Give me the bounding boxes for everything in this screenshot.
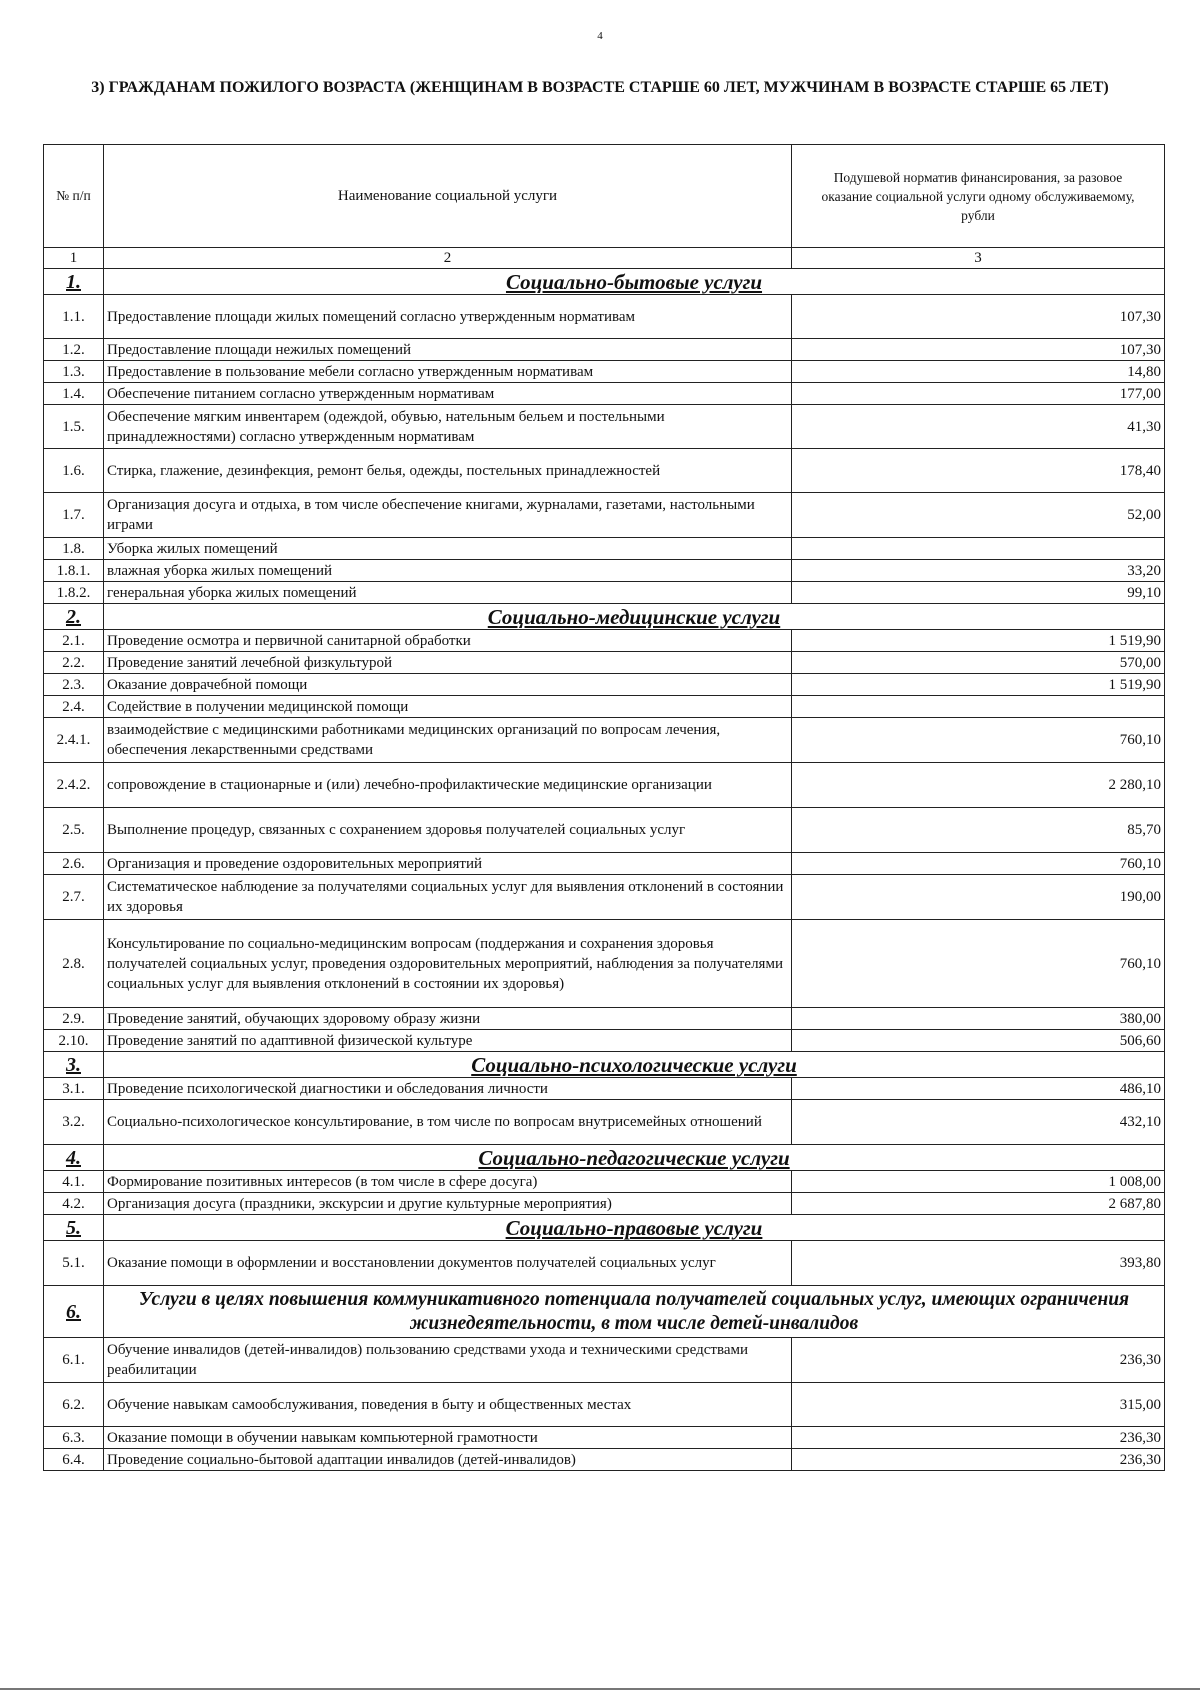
service-number: 5.1. (44, 1241, 104, 1286)
service-name: Формирование позитивных интересов (в том числе в сфере досуга) (104, 1171, 792, 1193)
service-name: Оказание доврачебной помощи (104, 674, 792, 696)
service-cost: 33,20 (792, 560, 1165, 582)
service-number: 2.3. (44, 674, 104, 696)
service-cost: 99,10 (792, 582, 1165, 604)
service-cost: 506,60 (792, 1030, 1165, 1052)
section-number: 3. (44, 1052, 104, 1078)
service-name: Организация досуга (праздники, экскурсии и другие культурные мероприятия) (104, 1193, 792, 1215)
service-cost: 1 519,90 (792, 674, 1165, 696)
service-cost: 236,30 (792, 1338, 1165, 1383)
service-name: Уборка жилых помещений (104, 538, 792, 560)
service-name: Проведение социально-бытовой адаптации инвалидов (детей-инвалидов) (104, 1449, 792, 1471)
service-number: 3.2. (44, 1100, 104, 1145)
section-number: 4. (44, 1145, 104, 1171)
service-number: 2.10. (44, 1030, 104, 1052)
service-number: 1.8.1. (44, 560, 104, 582)
service-name: Содействие в получении медицинской помощи (104, 696, 792, 718)
table-header-row (44, 145, 1165, 248)
table-row (44, 493, 1165, 538)
service-number: 1.1. (44, 295, 104, 339)
section-row (44, 1286, 1165, 1338)
service-cost: 236,30 (792, 1449, 1165, 1471)
column-number-row (44, 248, 1165, 269)
table-row (44, 875, 1165, 920)
service-cost: 432,10 (792, 1100, 1165, 1145)
service-name: Оказание помощи в оформлении и восстановлении документов получателей социальных услуг (104, 1241, 792, 1286)
section-row (44, 604, 1165, 630)
section-number: 5. (44, 1215, 104, 1241)
service-name: Систематическое наблюдение за получателями социальных услуг для выявления отклонений в состоянии их здоровья (104, 875, 792, 920)
service-name: Проведение занятий лечебной физкультурой (104, 652, 792, 674)
section-row (44, 1052, 1165, 1078)
service-number: 4.2. (44, 1193, 104, 1215)
service-cost: 315,00 (792, 1383, 1165, 1427)
section-row (44, 269, 1165, 295)
service-number: 2.4. (44, 696, 104, 718)
service-name: Проведение занятий по адаптивной физической культуре (104, 1030, 792, 1052)
service-number: 3.1. (44, 1078, 104, 1100)
section-title: Услуги в целях повышения коммуникативного потенциала получателей социальных услуг, имеющих ограничения жизнедеятельности, в том числе детей-инвалидов (104, 1286, 1165, 1338)
service-cost (792, 696, 1165, 718)
service-name: Организация досуга и отдыха, в том числе обеспечение книгами, журналами, газетами, настольными играми (104, 493, 792, 538)
column-number: 2 (104, 248, 792, 269)
service-name: Стирка, глажение, дезинфекция, ремонт белья, одежды, постельных принадлежностей (104, 449, 792, 493)
service-name: Обучение навыкам самообслуживания, поведения в быту и общественных местах (104, 1383, 792, 1427)
table-row (44, 361, 1165, 383)
table-row (44, 383, 1165, 405)
service-number: 2.8. (44, 920, 104, 1008)
table-row (44, 1338, 1165, 1383)
table-row (44, 853, 1165, 875)
service-name: взаимодействие с медицинскими работниками медицинских организаций по вопросам лечения, обеспечения лекарственными средствами (104, 718, 792, 763)
table-row (44, 1030, 1165, 1052)
service-cost: 393,80 (792, 1241, 1165, 1286)
section-title: Социально-медицинские услуги (104, 604, 1165, 630)
table-row (44, 1171, 1165, 1193)
section-title: Социально-педагогические услуги (104, 1145, 1165, 1171)
service-name: Обеспечение питанием согласно утвержденным нормативам (104, 383, 792, 405)
service-name: Предоставление площади жилых помещений согласно утвержденным нормативам (104, 295, 792, 339)
service-number: 2.1. (44, 630, 104, 652)
table-row (44, 1449, 1165, 1471)
service-number: 2.7. (44, 875, 104, 920)
table-row (44, 652, 1165, 674)
service-number: 1.6. (44, 449, 104, 493)
service-number: 1.2. (44, 339, 104, 361)
service-number: 1.8.2. (44, 582, 104, 604)
table-row (44, 1100, 1165, 1145)
service-cost: 2 687,80 (792, 1193, 1165, 1215)
header-number: № п/п (44, 145, 104, 248)
service-number: 2.9. (44, 1008, 104, 1030)
table-row (44, 1383, 1165, 1427)
column-number: 3 (792, 248, 1165, 269)
service-cost: 190,00 (792, 875, 1165, 920)
table-row (44, 405, 1165, 449)
table-row (44, 1193, 1165, 1215)
table-row (44, 560, 1165, 582)
section-title: Социально-психологические услуги (104, 1052, 1165, 1078)
table-row (44, 718, 1165, 763)
service-number: 6.2. (44, 1383, 104, 1427)
section-number: 2. (44, 604, 104, 630)
service-number: 2.4.1. (44, 718, 104, 763)
service-cost: 52,00 (792, 493, 1165, 538)
section-number: 1. (44, 269, 104, 295)
service-cost: 107,30 (792, 339, 1165, 361)
table-row (44, 1427, 1165, 1449)
service-cost: 1 008,00 (792, 1171, 1165, 1193)
section-row (44, 1215, 1165, 1241)
table-row (44, 295, 1165, 339)
service-cost: 760,10 (792, 920, 1165, 1008)
section-row (44, 1145, 1165, 1171)
service-name: Предоставление площади нежилых помещений (104, 339, 792, 361)
table-row (44, 763, 1165, 808)
table-row (44, 449, 1165, 493)
table-row (44, 920, 1165, 1008)
service-number: 1.7. (44, 493, 104, 538)
service-number: 2.5. (44, 808, 104, 853)
service-cost: 14,80 (792, 361, 1165, 383)
service-cost: 107,30 (792, 295, 1165, 339)
service-number: 6.1. (44, 1338, 104, 1383)
service-name: Обучение инвалидов (детей-инвалидов) пользованию средствами ухода и техническими средствами реабилитации (104, 1338, 792, 1383)
service-name: Выполнение процедур, связанных с сохранением здоровья получателей социальных услуг (104, 808, 792, 853)
service-number: 1.8. (44, 538, 104, 560)
service-name: Проведение занятий, обучающих здоровому образу жизни (104, 1008, 792, 1030)
section-title: Социально-бытовые услуги (104, 269, 1165, 295)
service-cost: 236,30 (792, 1427, 1165, 1449)
service-cost (792, 538, 1165, 560)
table-row (44, 1078, 1165, 1100)
service-cost: 2 280,10 (792, 763, 1165, 808)
service-number: 1.5. (44, 405, 104, 449)
service-cost: 380,00 (792, 1008, 1165, 1030)
service-number: 2.6. (44, 853, 104, 875)
section-number: 6. (44, 1286, 104, 1338)
table-row (44, 538, 1165, 560)
table-row (44, 630, 1165, 652)
service-cost: 178,40 (792, 449, 1165, 493)
column-number: 1 (44, 248, 104, 269)
service-cost: 1 519,90 (792, 630, 1165, 652)
section-title: Социально-правовые услуги (104, 1215, 1165, 1241)
service-cost: 85,70 (792, 808, 1165, 853)
table-row (44, 582, 1165, 604)
service-name: Проведение психологической диагностики и обследования личности (104, 1078, 792, 1100)
service-name: Социально-психологическое консультирование, в том числе по вопросам внутрисемейных отношений (104, 1100, 792, 1145)
service-name: влажная уборка жилых помещений (104, 560, 792, 582)
service-cost: 760,10 (792, 853, 1165, 875)
service-name: Оказание помощи в обучении навыкам компьютерной грамотности (104, 1427, 792, 1449)
service-number: 2.4.2. (44, 763, 104, 808)
service-number: 4.1. (44, 1171, 104, 1193)
service-name: Организация и проведение оздоровительных мероприятий (104, 853, 792, 875)
header-service-name: Наименование социальной услуги (104, 145, 792, 248)
service-name: Проведение осмотра и первичной санитарной обработки (104, 630, 792, 652)
service-number: 6.4. (44, 1449, 104, 1471)
service-number: 2.2. (44, 652, 104, 674)
page-bottom-line (0, 1688, 1200, 1690)
service-cost: 570,00 (792, 652, 1165, 674)
header-funding-norm: Подушевой норматив финансирования, за разовое оказание социальной услуги одному обслуживаемому, рубли (792, 145, 1165, 248)
service-cost: 486,10 (792, 1078, 1165, 1100)
table-row (44, 808, 1165, 853)
table-row (44, 1008, 1165, 1030)
table-row (44, 1241, 1165, 1286)
document-title: 3) ГРАЖДАНАМ ПОЖИЛОГО ВОЗРАСТА (ЖЕНЩИНАМ В ВОЗРАСТЕ СТАРШЕ 60 ЛЕТ, МУЖЧИНАМ В ВОЗРАСТЕ СТАРШЕ 65 ЛЕТ) (91, 79, 1109, 96)
table-row (44, 674, 1165, 696)
service-name: генеральная уборка жилых помещений (104, 582, 792, 604)
service-number: 6.3. (44, 1427, 104, 1449)
service-name: сопровождение в стационарные и (или) лечебно-профилактические медицинские организации (104, 763, 792, 808)
service-number: 1.3. (44, 361, 104, 383)
service-cost: 177,00 (792, 383, 1165, 405)
service-cost: 760,10 (792, 718, 1165, 763)
services-table (43, 144, 1165, 1471)
table-row (44, 696, 1165, 718)
table-row (44, 339, 1165, 361)
page-number: 4 (597, 30, 603, 42)
service-cost: 41,30 (792, 405, 1165, 449)
service-name: Консультирование по социально-медицинским вопросам (поддержания и сохранения здоровья получателей социальных услуг, проведения оздоровительных мероприятий, наблюдения за получателями социальных услуг для выявления отклонений в состоянии их здоровья) (104, 920, 792, 1008)
service-number: 1.4. (44, 383, 104, 405)
service-name: Обеспечение мягким инвентарем (одеждой, обувью, нательным бельем и постельными принадлежностями) согласно утвержденным нормативам (104, 405, 792, 449)
service-name: Предоставление в пользование мебели согласно утвержденным нормативам (104, 361, 792, 383)
